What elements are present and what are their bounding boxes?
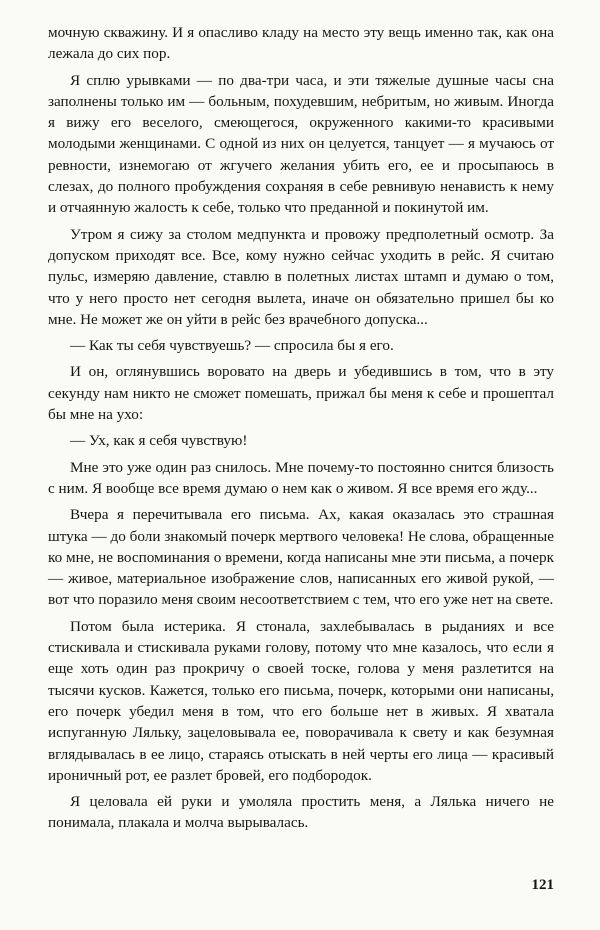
paragraph-6: — Ух, как я себя чувствую! [70, 432, 248, 450]
paragraph-5: И он, оглянувшись воровато на дверь и убедившись в том, что в эту секунду нам никто не сможет помешать, прижал бы меня к себе и прошептал бы мне на ухо: [48, 363, 554, 424]
paragraph-9: Потом была истерика. Я стонала, захлебывалась в рыданиях и все стискивала и стискивала руками голову, потому что мне казалось, что если я еще хоть один раз прокричу о своей тоске, голова у меня разлетится на тысячи кусков. Кажется, только его письма, почерк, которыми они написаны, его почерк убедил меня в том, что его больше нет в живых. Я хватала испуганную Ляльку, зацеловывала ее, поворачивала к свету и как безумная вглядывалась в ее лицо, стараясь отыскать в ней черты его лица — красивый ироничный рот, ее разлет бровей, его подбородок. [48, 617, 554, 784]
page-text [48, 22, 554, 839]
paragraph-8: Вчера я перечитывала его письма. Ах, какая оказалась это страшная штука — до боли знакомый почерк мертвого человека! Не слова, обращенные ко мне, не воспоминания о времени, когда написаны мне эти письма, а почерк — живое, материальное изображение слов, написанных его живой рукой, — вот что поразило меня своим несоответствием с тем, что его уже нет на свете. [48, 506, 554, 609]
paragraph-10: Я целовала ей руки и умоляла простить меня, а Лялька ничего не понимала, плакала и молча вырывалась. [48, 793, 554, 832]
paragraph-3: Утром я сижу за столом медпункта и провожу предполетный осмотр. За допуском приходят все. Все, кому нужно сейчас уходить в рейс. Я считаю пульс, измеряю давление, ставлю в полетных листах штамп и думаю о том, что у него просто нет сегодня вылета, иначе он обязательно пришел бы ко мне. Не может же он уйти в рейс без врачебного допуска... [48, 225, 554, 328]
paragraph-7: Мне это уже один раз снилось. Мне почему-то постоянно снится близость с ним. Я вообще все время думаю о нем как о живом. Я все время его жду... [48, 458, 554, 497]
page-number: 121 [531, 877, 554, 893]
paragraph-4: — Как ты себя чувствуешь? — спросила бы я его. [70, 337, 394, 355]
paragraph-1: мочную скважину. И я опасливо кладу на место эту вещь именно так, как она лежала до сих пор. [48, 24, 554, 63]
paragraph-2: Я сплю урывками — по два-три часа, и эти тяжелые душные часы сна заполнены только им — больным, похудевшим, небритым, но живым. Иногда я вижу его веселого, смеющегося, окруженного какими-то красивыми молодыми женщинами. С одной из них он целуется, танцует — я мучаюсь от ревности, изнемогаю от жгучего желания убить его, ее и просыпаюсь в слезах, до полного пробуждения сохраняя в себе ревнивую ненависть к нему и отчаянную жалость к себе, только что преданной и покинутой им. [48, 71, 554, 217]
